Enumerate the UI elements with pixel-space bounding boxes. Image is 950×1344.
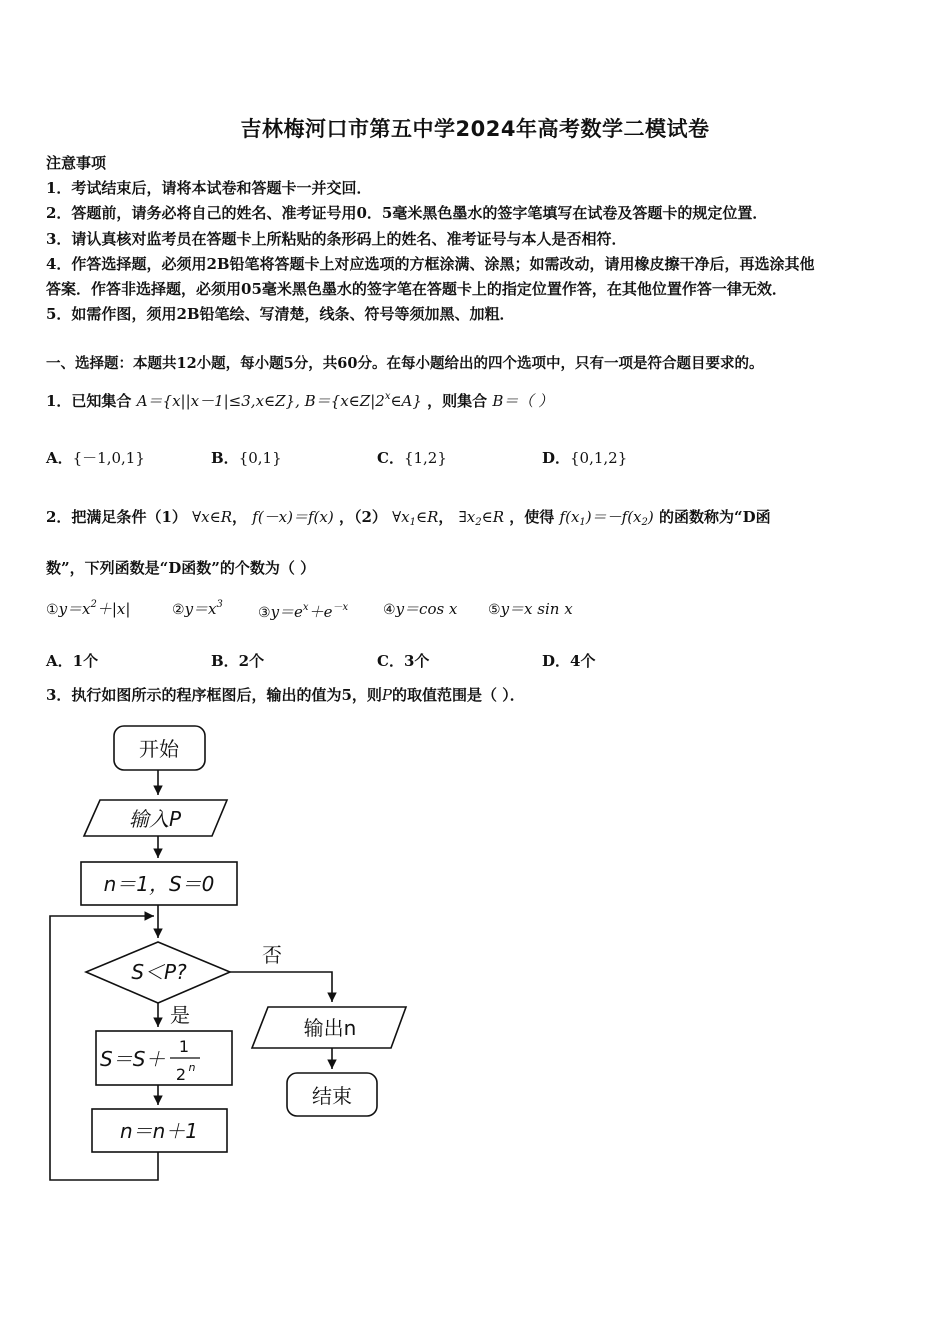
page-title: 吉林梅河口市第五中学2024年高考数学二模试卷 (240, 117, 710, 141)
q1-option-c[interactable]: C．{1,2} (377, 449, 447, 467)
flow-end-label: 结束 (312, 1084, 352, 1108)
flow-init-label: n＝1，S＝0 (103, 872, 215, 896)
q2-func-2: $②y=x^3$ (172, 599, 223, 618)
set-b: $B=\{x\in Z|2^x\in A\}$ (304, 391, 422, 410)
q1-option-d[interactable]: D．{0,1,2} (542, 449, 628, 467)
q2-option-c[interactable]: C．3个 (377, 652, 430, 670)
notice-item: 2．答题前，请务必将自己的姓名、准考证号用0．5毫米黑色墨水的签字笔填写在试卷及答题卡的规定位置． (46, 204, 768, 222)
q2-func-1: $①y=x^2+|x|$ (46, 599, 131, 618)
notice-item: 4．作答选择题，必须用2B铅笔将答题卡上对应选项的方框涂满、涂黑；如需改动，请用橡皮擦干净后，再选涂其他 (46, 255, 815, 273)
flow-frac-num: 1 (178, 1037, 190, 1056)
flow-frac-den: 2 (175, 1065, 187, 1084)
flow-condition-label: S＜P? (131, 960, 187, 984)
notice-heading: 注意事项 (46, 154, 107, 172)
q1-option-b[interactable]: B．{0,1} (211, 449, 282, 467)
flow-no-label: 否 (262, 943, 282, 967)
flow-update-n-label: n＝n＋1 (119, 1119, 199, 1143)
q2-func-3: $③y=e^x+e^{-x}$ (258, 602, 349, 621)
q2-option-d[interactable]: D．4个 (542, 652, 596, 670)
q2-func-5: ⑤y＝x sin x (488, 600, 573, 618)
flow-output-label: 输出n (303, 1016, 357, 1040)
notice-item: 5．如需作图，须用2B铅笔绘、写清楚，线条、符号等须加黑、加粗． (46, 305, 515, 323)
question-1: 1．已知集合 A＝{x||x－1|≤3,x∈Z}, $B=\{x\in Z|2^x\in A\}$ ，则集合 B＝（ ） (46, 391, 554, 410)
q1-option-a[interactable]: A．{－1,0,1} (46, 449, 145, 467)
notice-item: 1．考试结束后，请将本试卷和答题卡一并交回． (46, 179, 372, 197)
flow-start-label: 开始 (139, 737, 179, 761)
question-2-cont: 数”，下列函数是“D函数”的个数为（ ） (46, 559, 316, 577)
question-2: 2．把满足条件（1） ∀x∈R， f(－x)＝f(x) ，（2） $\forall x_1\in R$， $\exists x_2\in R$ ，使得 $f(x_1)=-f(x_2)$ 的函数称为“D函 (46, 508, 771, 528)
q2-option-a[interactable]: A．1个 (46, 652, 99, 670)
section-heading: 一、选择题：本题共12小题，每小题5分，共60分。在每小题给出的四个选项中，只有一项是符合题目要求的。 (46, 355, 764, 372)
question-3: 3．执行如图所示的程序框图后，输出的值为5，则P的取值范围是（ ）． (46, 686, 525, 704)
notice-item: 3．请认真核对监考员在答题卡上所粘贴的条形码上的姓名、准考证号与本人是否相符． (46, 230, 627, 248)
flow-input-label: 输入P (128, 807, 182, 831)
set-a: A＝{x||x－1|≤3,x∈Z} (136, 392, 296, 410)
notice-item: 答案．作答非选择题，必须用05毫米黑色墨水的签字笔在答题卡上的指定位置作答，在其他位置作答一律无效． (46, 280, 787, 298)
q2-func-4: ④y＝cos x (383, 600, 458, 618)
flow-frac-exp: n (188, 1061, 196, 1074)
flow-yes-label: 是 (170, 1003, 190, 1027)
flow-update-s-label: S＝S＋ (100, 1047, 166, 1071)
q2-option-b[interactable]: B．2个 (211, 652, 265, 670)
